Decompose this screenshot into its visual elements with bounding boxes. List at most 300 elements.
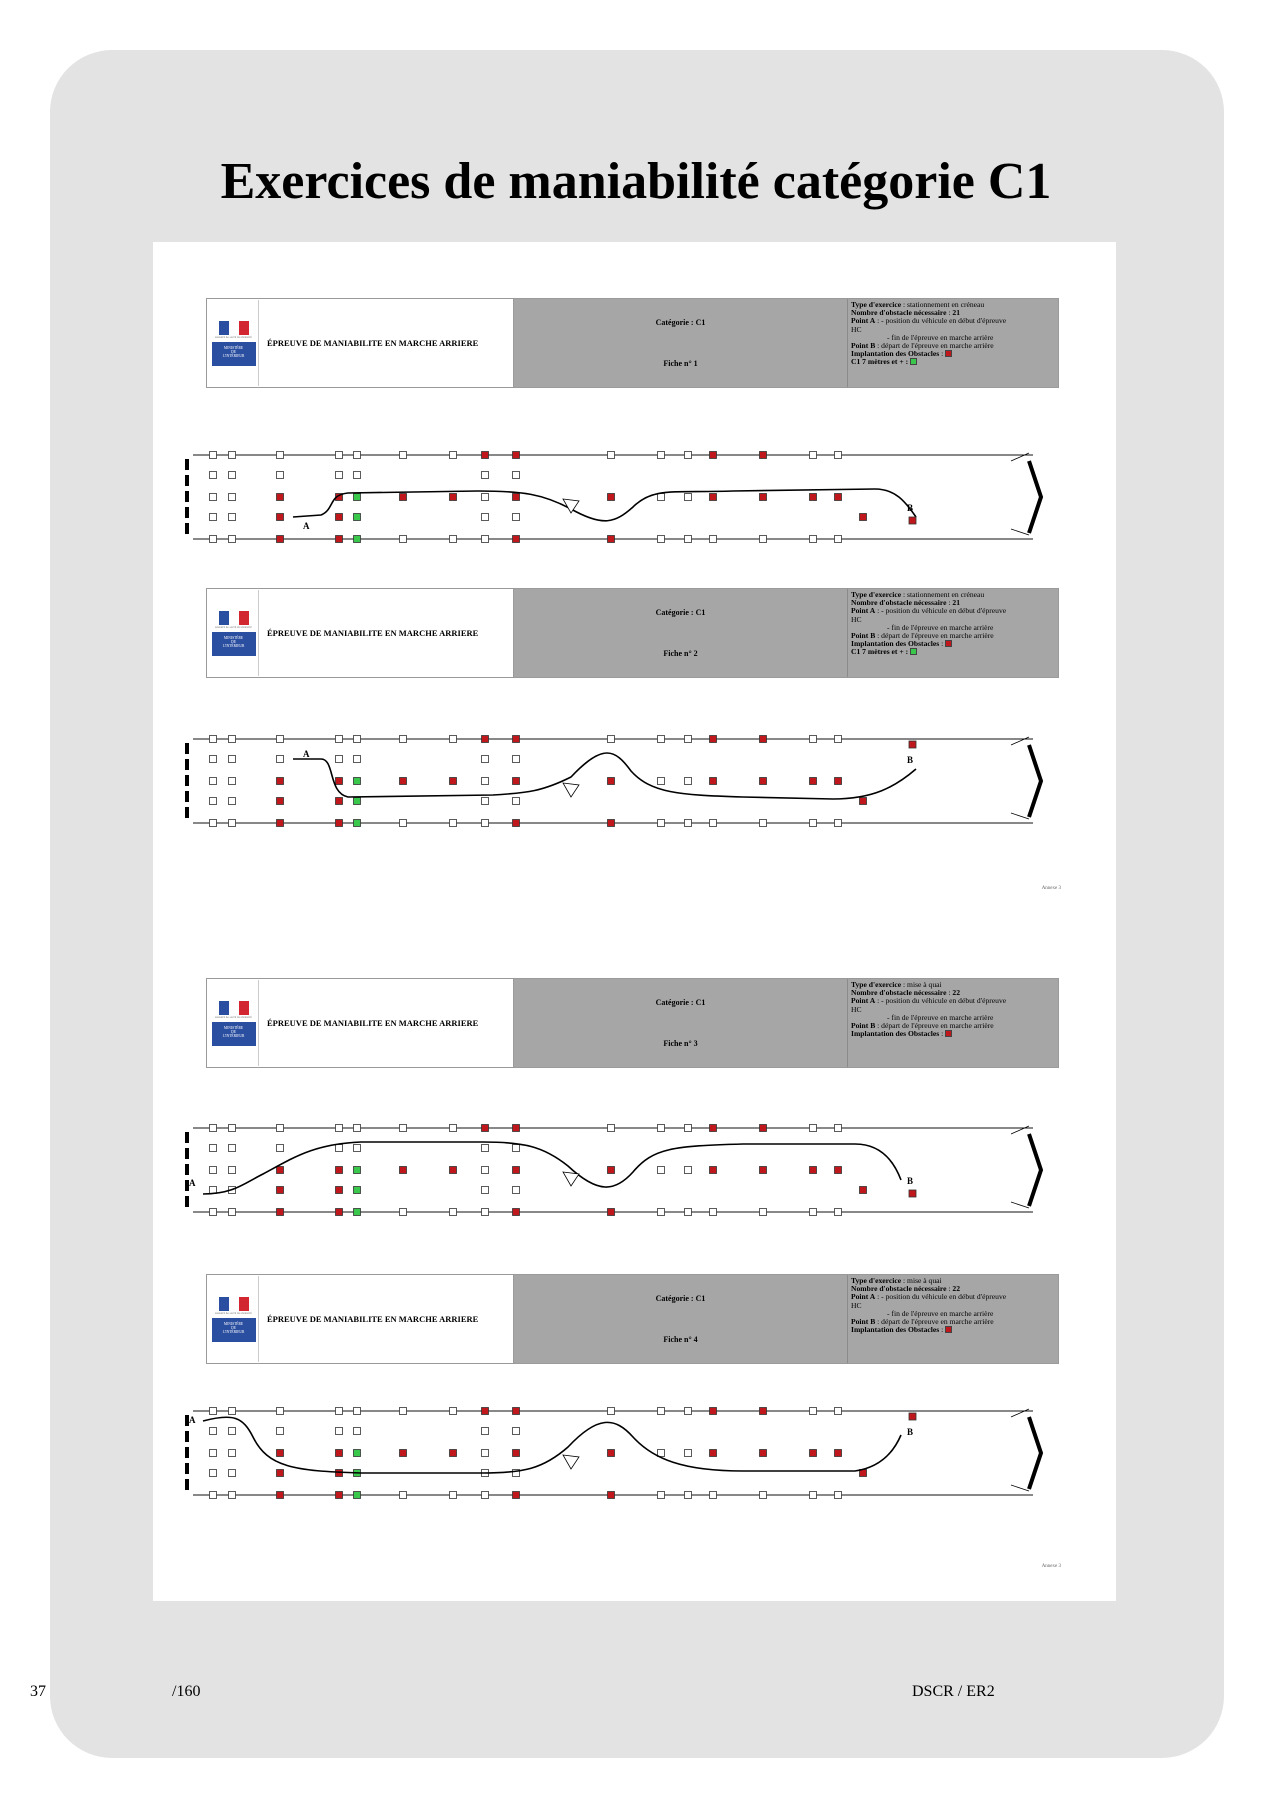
obstacle-cone <box>277 798 284 805</box>
obstacle-cone <box>336 536 343 543</box>
fiche-label: Fiche n° 1 <box>663 359 698 368</box>
obstacle-cone <box>482 820 489 827</box>
obstacle-cone <box>513 1209 520 1216</box>
obstacle-cone <box>658 820 665 827</box>
obstacle-cone <box>482 1428 489 1435</box>
obstacle-cone <box>210 1470 217 1477</box>
exercise-header-4 <box>206 1274 1059 1364</box>
obstacle-cone <box>229 778 236 785</box>
obstacle-cone <box>810 494 817 501</box>
obstacle-cone <box>336 820 343 827</box>
obstacle-cone <box>229 1492 236 1499</box>
obstacle-cone <box>658 494 665 501</box>
obstacle-cone <box>608 820 615 827</box>
header-left <box>207 299 514 387</box>
obstacle-cone <box>685 1125 692 1132</box>
obstacle-cone <box>482 736 489 743</box>
exit-gate <box>1029 461 1041 533</box>
obstacle-cone <box>229 1408 236 1415</box>
obstacle-cone <box>277 1209 284 1216</box>
direction-arrow <box>563 1455 579 1469</box>
obstacle-cone <box>277 756 284 763</box>
red-obstacle-key <box>945 350 952 357</box>
header-left <box>207 1275 514 1363</box>
obstacle-cone <box>513 536 520 543</box>
obstacle-cone <box>450 494 457 501</box>
obstacle-cone <box>909 517 916 524</box>
obstacle-cone <box>482 1408 489 1415</box>
obstacle-cone <box>608 1209 615 1216</box>
obstacle-cone <box>835 778 842 785</box>
obstacle-cone <box>277 1125 284 1132</box>
obstacle-cone <box>608 736 615 743</box>
exam-name: ÉPREUVE DE MANIABILITE EN MARCHE ARRIERE <box>267 338 479 348</box>
obstacle-cone <box>354 736 361 743</box>
obstacle-cone <box>760 1408 767 1415</box>
obstacle-cone <box>608 1408 615 1415</box>
obstacle-cone <box>810 536 817 543</box>
category-label: Catégorie : C1 <box>655 608 706 617</box>
annexe-label: Annexe 3 <box>1041 1564 1061 1569</box>
obstacle-cone <box>400 536 407 543</box>
obstacle-cone <box>210 1209 217 1216</box>
obstacle-cone <box>482 1125 489 1132</box>
obstacle-cone <box>685 1167 692 1174</box>
obstacle-cone <box>760 452 767 459</box>
gate-post <box>1011 1202 1029 1208</box>
obstacle-cone <box>513 452 520 459</box>
exit-gate <box>1029 1417 1041 1489</box>
direction-arrow <box>563 1172 579 1186</box>
obstacle-cone <box>658 452 665 459</box>
obstacle-cone <box>277 778 284 785</box>
obstacle-cone <box>513 1125 520 1132</box>
ministry-label: MINISTÈRE DE L'INTÉRIEUR <box>212 632 256 656</box>
obstacle-cone <box>336 736 343 743</box>
fiche-label: Fiche n° 4 <box>663 1335 698 1344</box>
vehicle-path <box>293 753 916 799</box>
page-title: Exercices de maniabilité catégorie C1 <box>220 153 1052 210</box>
point-b-marker: B <box>907 1427 914 1437</box>
obstacle-cone <box>710 1408 717 1415</box>
flag-icon <box>219 1297 249 1311</box>
obstacle-cone <box>210 536 217 543</box>
obstacle-cone <box>608 1125 615 1132</box>
obstacle-cone <box>482 1145 489 1152</box>
obstacle-cone <box>210 756 217 763</box>
obstacle-cone <box>760 820 767 827</box>
obstacle-cone <box>810 1209 817 1216</box>
obstacle-cone <box>685 1209 692 1216</box>
obstacle-cone <box>229 1167 236 1174</box>
obstacle-cone <box>229 1450 236 1457</box>
obstacle-cone <box>658 1408 665 1415</box>
ministry-logo <box>209 590 259 676</box>
logo-motto: LIBERTÉ ÉGALITÉ FRATERNITÉ <box>215 625 252 629</box>
obstacle-cone <box>450 1167 457 1174</box>
obstacle-cone <box>336 472 343 479</box>
obstacle-cone <box>760 1125 767 1132</box>
obstacle-cone <box>400 1492 407 1499</box>
obstacle-cone <box>710 778 717 785</box>
obstacle-cone <box>354 820 361 827</box>
obstacle-cone <box>229 494 236 501</box>
obstacle-cone <box>513 472 520 479</box>
obstacle-cone <box>229 820 236 827</box>
obstacle-cone <box>608 536 615 543</box>
obstacle-cone <box>760 736 767 743</box>
obstacle-cone <box>513 1428 520 1435</box>
gate-post <box>1011 737 1029 745</box>
obstacle-cone <box>513 736 520 743</box>
obstacle-cone <box>277 1145 284 1152</box>
header-left <box>207 979 514 1067</box>
obstacle-cone <box>608 1492 615 1499</box>
obstacle-cone <box>835 452 842 459</box>
obstacle-cone <box>450 778 457 785</box>
point-a-marker: A <box>189 1178 196 1188</box>
category-label: Catégorie : C1 <box>655 1294 706 1303</box>
obstacle-cone <box>835 1492 842 1499</box>
header-middle <box>514 299 848 387</box>
obstacle-cone <box>513 1187 520 1194</box>
obstacle-cone <box>277 736 284 743</box>
header-details: Type d'exercice : stationnement en créneau Nombre d'obstacle nécessaire : 21 Point A : - position du véhicule en début d'épreuve HC - fin de l'épreuve en marche arrière Point B : départ de l'épreuve en marche arrière Implantation des Obstacles : C1 7 mètres et + : <box>848 589 1058 677</box>
ministry-logo <box>209 1276 259 1362</box>
obstacle-cone <box>450 1492 457 1499</box>
obstacle-cone <box>210 472 217 479</box>
header-left <box>207 589 514 677</box>
obstacle-cone <box>336 1450 343 1457</box>
obstacle-cone <box>810 1125 817 1132</box>
obstacle-cone <box>277 494 284 501</box>
vehicle-path <box>203 1417 901 1473</box>
obstacle-cone <box>685 536 692 543</box>
page-total: /160 <box>172 1683 201 1700</box>
obstacle-cone <box>760 1167 767 1174</box>
obstacle-cone <box>710 820 717 827</box>
obstacle-cone <box>760 1450 767 1457</box>
obstacle-cone <box>400 820 407 827</box>
obstacle-cone <box>400 1408 407 1415</box>
obstacle-cone <box>277 1428 284 1435</box>
obstacle-cone <box>513 1450 520 1457</box>
obstacle-cone <box>608 494 615 501</box>
obstacle-cone <box>658 536 665 543</box>
obstacle-cone <box>710 494 717 501</box>
obstacle-cone <box>277 1450 284 1457</box>
obstacle-cone <box>400 778 407 785</box>
obstacle-cone <box>760 1209 767 1216</box>
logo-motto: LIBERTÉ ÉGALITÉ FRATERNITÉ <box>215 1015 252 1019</box>
ministry-logo <box>209 980 259 1066</box>
green-obstacle-key <box>910 648 917 655</box>
obstacle-cone <box>760 778 767 785</box>
obstacle-cone <box>608 1450 615 1457</box>
obstacle-cone <box>210 452 217 459</box>
obstacle-cone <box>835 1408 842 1415</box>
obstacle-cone <box>658 1492 665 1499</box>
obstacle-cone <box>810 1167 817 1174</box>
obstacle-cone <box>835 736 842 743</box>
obstacle-cone <box>354 1492 361 1499</box>
obstacle-cone <box>760 1492 767 1499</box>
obstacle-cone <box>710 1450 717 1457</box>
obstacle-cone <box>277 514 284 521</box>
obstacle-cone <box>336 1428 343 1435</box>
obstacle-cone <box>354 1408 361 1415</box>
obstacle-cone <box>210 1187 217 1194</box>
obstacle-cone <box>710 1125 717 1132</box>
course-diagram-1 <box>183 449 1083 553</box>
obstacle-cone <box>336 1187 343 1194</box>
document-ref: DSCR / ER2 <box>912 1683 995 1700</box>
obstacle-cone <box>450 1408 457 1415</box>
obstacle-cone <box>909 1413 916 1420</box>
obstacle-cone <box>482 452 489 459</box>
annexe-label: Annexe 3 <box>1041 886 1061 891</box>
obstacle-cone <box>336 798 343 805</box>
fiche-label: Fiche n° 3 <box>663 1039 698 1048</box>
obstacle-cone <box>210 820 217 827</box>
page-number: 37 <box>30 1683 46 1700</box>
obstacle-cone <box>450 536 457 543</box>
obstacle-cone <box>277 472 284 479</box>
obstacle-cone <box>354 1209 361 1216</box>
obstacle-cone <box>210 778 217 785</box>
obstacle-cone <box>277 1167 284 1174</box>
obstacle-cone <box>336 1492 343 1499</box>
exercise-header-3 <box>206 978 1059 1068</box>
flag-icon <box>219 611 249 625</box>
exam-name: ÉPREUVE DE MANIABILITE EN MARCHE ARRIERE <box>267 1314 479 1324</box>
obstacle-cone <box>835 820 842 827</box>
obstacle-cone <box>336 452 343 459</box>
obstacle-cone <box>835 536 842 543</box>
obstacle-cone <box>482 756 489 763</box>
obstacle-cone <box>513 514 520 521</box>
obstacle-cone <box>685 1408 692 1415</box>
obstacle-cone <box>482 1209 489 1216</box>
obstacle-cone <box>229 1470 236 1477</box>
obstacle-cone <box>685 778 692 785</box>
obstacle-cone <box>710 536 717 543</box>
obstacle-cone <box>810 778 817 785</box>
obstacle-cone <box>909 741 916 748</box>
obstacle-cone <box>513 1167 520 1174</box>
obstacle-cone <box>482 1167 489 1174</box>
exit-gate <box>1029 1134 1041 1206</box>
obstacle-cone <box>354 1145 361 1152</box>
obstacle-cone <box>810 452 817 459</box>
red-obstacle-key <box>945 640 952 647</box>
obstacle-cone <box>229 536 236 543</box>
flag-icon <box>219 1001 249 1015</box>
obstacle-cone <box>336 1209 343 1216</box>
course-diagram-2 <box>183 733 1083 837</box>
obstacle-cone <box>354 798 361 805</box>
obstacle-cone <box>909 1190 916 1197</box>
obstacle-cone <box>400 1125 407 1132</box>
obstacle-cone <box>277 536 284 543</box>
obstacle-cone <box>229 1428 236 1435</box>
obstacle-cone <box>835 1167 842 1174</box>
obstacle-cone <box>513 756 520 763</box>
exit-gate <box>1029 745 1041 817</box>
direction-arrow <box>563 783 579 797</box>
exam-name: ÉPREUVE DE MANIABILITE EN MARCHE ARRIERE <box>267 1018 479 1028</box>
obstacle-cone <box>336 1145 343 1152</box>
obstacle-cone <box>513 494 520 501</box>
gate-post <box>1011 1485 1029 1491</box>
obstacle-cone <box>482 536 489 543</box>
obstacle-cone <box>210 736 217 743</box>
obstacle-cone <box>513 1492 520 1499</box>
point-a-marker: A <box>303 749 310 759</box>
obstacle-cone <box>336 1167 343 1174</box>
obstacle-cone <box>210 1145 217 1152</box>
obstacle-cone <box>336 514 343 521</box>
point-b-marker: B <box>907 755 914 765</box>
obstacle-cone <box>336 1125 343 1132</box>
green-obstacle-key <box>910 358 917 365</box>
obstacle-cone <box>229 736 236 743</box>
vehicle-path <box>203 1142 901 1194</box>
obstacle-cone <box>354 1428 361 1435</box>
obstacle-cone <box>685 452 692 459</box>
obstacle-cone <box>860 798 867 805</box>
obstacle-cone <box>513 1408 520 1415</box>
obstacle-cone <box>210 494 217 501</box>
logo-motto: LIBERTÉ ÉGALITÉ FRATERNITÉ <box>215 335 252 339</box>
obstacle-cone <box>229 1145 236 1152</box>
obstacle-cone <box>513 820 520 827</box>
obstacle-cone <box>835 494 842 501</box>
vehicle-path <box>293 489 916 521</box>
obstacle-cone <box>336 1408 343 1415</box>
logo-motto: LIBERTÉ ÉGALITÉ FRATERNITÉ <box>215 1311 252 1315</box>
header-middle <box>514 589 848 677</box>
obstacle-cone <box>229 1209 236 1216</box>
obstacle-cone <box>277 1408 284 1415</box>
ministry-label: MINISTÈRE DE L'INTÉRIEUR <box>212 1318 256 1342</box>
obstacle-cone <box>210 514 217 521</box>
obstacle-cone <box>354 494 361 501</box>
obstacle-cone <box>608 452 615 459</box>
obstacle-cone <box>336 756 343 763</box>
category-label: Catégorie : C1 <box>655 998 706 1007</box>
obstacle-cone <box>229 798 236 805</box>
obstacle-cone <box>354 472 361 479</box>
obstacle-cone <box>482 494 489 501</box>
obstacle-cone <box>710 452 717 459</box>
header-details: Type d'exercice : mise à quai Nombre d'obstacle nécessaire : 22 Point A : - position du véhicule en début d'épreuve HC - fin de l'épreuve en marche arrière Point B : départ de l'épreuve en marche arrière Implantation des Obstacles : <box>848 1275 1058 1363</box>
point-b-marker: B <box>907 503 914 513</box>
obstacle-cone <box>835 1209 842 1216</box>
obstacle-cone <box>400 452 407 459</box>
course-diagram-4 <box>183 1405 1083 1509</box>
obstacle-cone <box>658 1125 665 1132</box>
obstacle-cone <box>608 778 615 785</box>
obstacle-cone <box>277 1470 284 1477</box>
obstacle-cone <box>810 820 817 827</box>
obstacle-cone <box>482 472 489 479</box>
obstacle-cone <box>860 514 867 521</box>
obstacle-cone <box>354 452 361 459</box>
fiche-label: Fiche n° 2 <box>663 649 698 658</box>
obstacle-cone <box>513 778 520 785</box>
obstacle-cone <box>210 1125 217 1132</box>
obstacle-cone <box>835 1125 842 1132</box>
obstacle-cone <box>760 494 767 501</box>
header-details: Type d'exercice : mise à quai Nombre d'obstacle nécessaire : 22 Point A : - position du véhicule en début d'épreuve HC - fin de l'épreuve en marche arrière Point B : départ de l'épreuve en marche arrière Implantation des Obstacles : <box>848 979 1058 1067</box>
header-details: Type d'exercice : stationnement en créneau Nombre d'obstacle nécessaire : 21 Point A : - position du véhicule en début d'épreuve HC - fin de l'épreuve en marche arrière Point B : départ de l'épreuve en marche arrière Implantation des Obstacles : C1 7 mètres et + : <box>848 299 1058 387</box>
gate-post <box>1011 453 1029 461</box>
obstacle-cone <box>400 1209 407 1216</box>
obstacle-cone <box>277 820 284 827</box>
obstacle-cone <box>658 1209 665 1216</box>
obstacle-cone <box>810 1408 817 1415</box>
obstacle-cone <box>685 1450 692 1457</box>
obstacle-cone <box>810 1492 817 1499</box>
obstacle-cone <box>860 1187 867 1194</box>
obstacle-cone <box>354 514 361 521</box>
obstacle-cone <box>277 1187 284 1194</box>
obstacle-cone <box>810 736 817 743</box>
obstacle-cone <box>760 536 767 543</box>
gate-post <box>1011 529 1029 535</box>
obstacle-cone <box>450 1209 457 1216</box>
category-label: Catégorie : C1 <box>655 318 706 327</box>
obstacle-cone <box>450 1450 457 1457</box>
obstacle-cone <box>354 756 361 763</box>
point-a-marker: A <box>303 521 310 531</box>
obstacle-cone <box>400 1450 407 1457</box>
obstacle-cone <box>513 1145 520 1152</box>
obstacle-cone <box>710 1167 717 1174</box>
obstacle-cone <box>354 778 361 785</box>
obstacle-cone <box>210 1408 217 1415</box>
exercise-header-1 <box>206 298 1059 388</box>
obstacle-cone <box>450 1125 457 1132</box>
obstacle-cone <box>229 514 236 521</box>
obstacle-cone <box>685 1492 692 1499</box>
obstacle-cone <box>354 1125 361 1132</box>
obstacle-cone <box>210 798 217 805</box>
flag-icon <box>219 321 249 335</box>
red-obstacle-key <box>945 1326 952 1333</box>
obstacle-cone <box>210 1428 217 1435</box>
obstacle-cone <box>608 1167 615 1174</box>
obstacle-cone <box>482 1187 489 1194</box>
exercise-sheet <box>153 242 1116 1601</box>
obstacle-cone <box>658 736 665 743</box>
obstacle-cone <box>229 472 236 479</box>
obstacle-cone <box>277 452 284 459</box>
gate-post <box>1011 1126 1029 1134</box>
header-middle <box>514 1275 848 1363</box>
obstacle-cone <box>354 1450 361 1457</box>
obstacle-cone <box>400 736 407 743</box>
obstacle-cone <box>229 452 236 459</box>
obstacle-cone <box>482 798 489 805</box>
obstacle-cone <box>400 1167 407 1174</box>
obstacle-cone <box>354 1187 361 1194</box>
obstacle-cone <box>450 736 457 743</box>
obstacle-cone <box>482 514 489 521</box>
obstacle-cone <box>450 820 457 827</box>
obstacle-cone <box>658 778 665 785</box>
